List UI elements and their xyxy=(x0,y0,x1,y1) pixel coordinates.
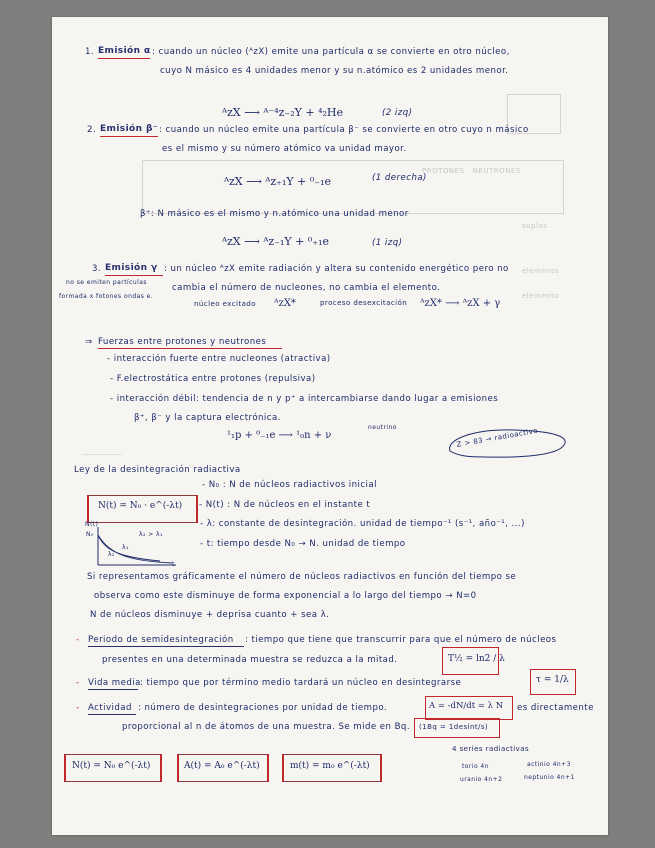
section-2-line-1: : cuando un núcleo emite una partícula β⁻ se convierte en otro cuyo n másico xyxy=(159,125,529,135)
section-3-title: Emisión γ xyxy=(105,263,158,273)
bleed-through-text: elemento xyxy=(522,292,560,300)
actividad-underline xyxy=(88,714,136,715)
section-1-equation-note: (2 izq) xyxy=(382,108,413,118)
decay-graph xyxy=(90,525,180,571)
section-3-margin-note-1: no se emiten partículas xyxy=(66,279,147,286)
mean-life-formula: τ = 1/λ xyxy=(536,675,569,685)
section-1-line-1: : cuando un núcleo (ᴬzX) emite una partícula α se convierte en otro núcleo, xyxy=(152,47,510,57)
section-1-title: Emisión α xyxy=(98,46,151,56)
a-formula: A(t) = A₀ e^(-λt) xyxy=(184,761,260,771)
vida-media-line: : tiempo que por término medio tardará un núcleo en desintegrarse xyxy=(140,678,462,688)
graph-lambda-1: λ₁ xyxy=(122,544,129,551)
neutrino-label: neutrino xyxy=(368,424,397,431)
ley-title: Ley de la desintegración radiactiva xyxy=(74,465,241,475)
bullet-dash: - xyxy=(76,635,80,645)
section-2-underline xyxy=(100,136,158,137)
decay-law-formula: N(t) = N₀ · e^(-λt) xyxy=(98,501,183,511)
actividad-line-2: proporcional al n de átomos de una muestra. Se mide en Bq. xyxy=(122,722,411,732)
bleed-through-text: __________ xyxy=(82,447,122,455)
bullet-dash: - xyxy=(76,678,80,688)
graph-y-label: N(t) xyxy=(85,521,99,528)
bleed-through-text: PROTONES NEUTRONES xyxy=(422,167,521,175)
ley-def-3: - λ: constante de desintegración. unidad de tiempo⁻¹ (s⁻¹, año⁻¹, ...) xyxy=(200,519,525,529)
ley-para-2: observa como este disminuye de forma exponencial a lo largo del tiempo → N=0 xyxy=(94,591,477,601)
ley-para-3: N de núcleos disminuye + deprisa cuanto + sea λ. xyxy=(90,610,330,620)
fuerzas-title: Fuerzas entre protones y neutrones xyxy=(98,337,267,347)
excited-nucleus-label: núcleo excitado xyxy=(194,300,256,308)
section-3-margin-note-2: formada x fotones ondas e. xyxy=(59,293,154,300)
excited-nucleus-symbol: ᴬzX* xyxy=(274,298,296,309)
section-3-underline xyxy=(105,275,163,276)
vida-media-title: Vida media xyxy=(88,678,141,688)
fuerzas-item-1: - interacción fuerte entre nucleones (atractiva) xyxy=(107,354,331,364)
beta-plus-equation-note: (1 izq) xyxy=(372,238,403,248)
periodo-line-2: presentes en una determinada muestra se reduzca a la mitad. xyxy=(102,655,398,665)
graph-lambda-2: λ₂ xyxy=(108,551,115,558)
actividad-line-1: : número de desintegraciones por unidad de tiempo. xyxy=(138,703,388,713)
section-3-number: 3. xyxy=(92,264,102,274)
section-3-line-2: cambia el número de nucleones, no cambia el elemento. xyxy=(172,283,441,293)
periodo-underline xyxy=(88,646,244,647)
graph-t-label: t xyxy=(172,561,175,568)
ley-para-1: Si representamos gráficamente el número de núcleos radiactivos en función del tiempo se xyxy=(87,572,517,582)
section-2-number: 2. xyxy=(87,125,97,135)
series-uranio: uranio 4n+2 xyxy=(460,776,503,783)
m-formula: m(t) = m₀ e^(-λt) xyxy=(290,761,370,771)
vida-media-underline xyxy=(88,689,138,690)
beta-plus-line: β⁺: N másico es el mismo y n.atómico una unidad menor xyxy=(140,209,409,219)
radioactive-bubble-text: Z > 83 → radioactivo xyxy=(456,426,539,449)
activity-formula: A = -dN/dt = λ N xyxy=(429,701,504,711)
n-formula: N(t) = N₀ e^(-λt) xyxy=(72,761,151,771)
fuerzas-item-3-cont: β⁺, β⁻ y la captura electrónica. xyxy=(134,413,281,423)
ley-def-2: - N(t) : N de núcleos en el instante t xyxy=(199,500,371,510)
periodo-title: Periodo de semidesintegración xyxy=(88,635,234,645)
section-2-equation-note: (1 derecha) xyxy=(372,173,427,183)
fuerzas-underline xyxy=(98,348,282,349)
graph-n0-label: N₀ xyxy=(86,531,94,538)
section-1-equation: ᴬzX ⟶ ᴬ⁻⁴z₋₂Y + ⁴₂He xyxy=(222,106,344,119)
series-title: 4 series radiactivas xyxy=(452,745,530,753)
electron-capture-equation: ¹₁p + ⁰₋₁e ⟶ ¹₀n + ν xyxy=(227,430,332,441)
section-1-underline xyxy=(98,58,150,59)
graph-lambda-note: λ₂ > λ₁ xyxy=(139,531,163,538)
periodo-line-1: : tiempo que tiene que transcurrir para que el número de núcleos xyxy=(245,635,557,645)
bullet-dash: - xyxy=(76,703,80,713)
series-actinio: actinio 4n+3 xyxy=(527,761,571,768)
section-1-line-2: cuyo N másico es 4 unidades menor y su n.atómico es 2 unidades menor. xyxy=(160,66,509,76)
series-torio: torio 4n xyxy=(462,763,489,770)
deexcitation-label: proceso desexcitación xyxy=(320,299,408,307)
ley-def-1: - N₀ : N de núcleos radiactivos inicial xyxy=(202,480,377,490)
bleed-through-text: elemento xyxy=(522,267,560,275)
becquerel-definition: (1Bq = 1desint/s) xyxy=(419,723,489,731)
section-2-title: Emisión β⁻ xyxy=(100,124,158,134)
ley-def-4: - t: tiempo desde N₀ → N. unidad de tiempo xyxy=(200,539,406,549)
notebook-page xyxy=(52,17,608,835)
bleed-through-text: suplos xyxy=(522,222,548,230)
section-2-equation: ᴬzX ⟶ ᴬz₊₁Y + ⁰₋₁e xyxy=(224,175,332,188)
gamma-equation: ᴬzX* ⟶ ᴬzX + γ xyxy=(420,298,501,309)
actividad-title: Actividad xyxy=(88,703,132,713)
actividad-line-1b: es directamente xyxy=(517,703,594,713)
section-3-line-1: : un núcleo ᴬzX emite radiación y altera su contenido energético pero no xyxy=(164,264,509,274)
beta-plus-equation: ᴬzX ⟶ ᴬz₋₁Y + ⁰₊₁e xyxy=(222,235,330,248)
series-neptunio: neptunio 4n+1 xyxy=(524,774,575,781)
fuerzas-item-2: - F.electrostática entre protones (repulsiva) xyxy=(110,374,316,384)
half-life-formula: T½ = ln2 / λ xyxy=(448,654,505,664)
fuerzas-item-3: - interacción débil: tendencia de n y p⁺ a intercambiarse dando lugar a emisiones xyxy=(110,394,499,404)
bullet-arrow: ⇒ xyxy=(85,337,93,347)
section-1-number: 1. xyxy=(85,47,95,57)
section-2-line-2: es el mismo y su número atómico va unidad mayor. xyxy=(162,144,407,154)
